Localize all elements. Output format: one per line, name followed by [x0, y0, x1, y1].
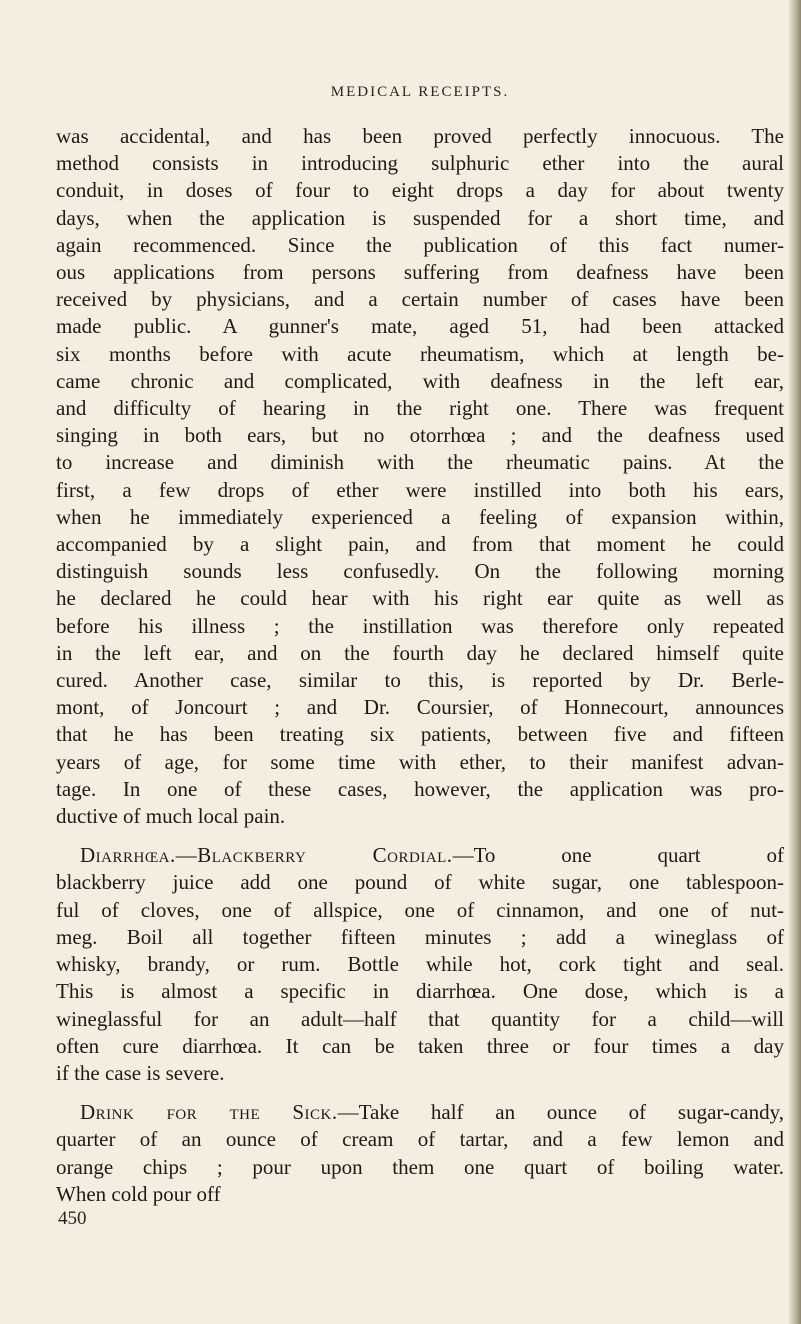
text-line: before his illness ; the instillation was therefore only repeated: [56, 613, 784, 638]
text-line: again recommenced. Since the publication of this fact numer-: [56, 232, 784, 257]
text-line: cured. Another case, similar to this, is reported by Dr. Berle-: [56, 668, 784, 693]
text-line: orange chips ; pour upon them one quart of boiling water.: [56, 1154, 784, 1179]
recipe-intro-text: —To one quart of: [452, 843, 784, 868]
text-line: distinguish sounds less confusedly. On the following morning: [56, 559, 784, 584]
text-line: ductive of much local pain.: [56, 804, 286, 829]
text-line: mont, of Joncourt ; and Dr. Coursier, of Honnecourt, announces: [56, 695, 784, 720]
running-head: MEDICAL RECEIPTS.: [330, 84, 510, 100]
text-line: wineglassful for an adult—half that quantity for a child—will: [56, 1006, 784, 1031]
text-line: conduit, in doses of four to eight drops a day for about twenty: [56, 178, 784, 203]
text-line: received by physicians, and a certain number of cases have been: [56, 287, 784, 312]
text-line: ful of cloves, one of allspice, one of cinnamon, and one of nut-: [56, 897, 784, 922]
paragraph-drink-for-sick: [56, 1099, 784, 1208]
recipe-heading-drink: Drink for the Sick.: [80, 1100, 338, 1125]
text-line: years of age, for some time with ether, to their manifest advan-: [56, 749, 784, 774]
body-text: [56, 123, 784, 1208]
text-line: made public. A gunner's mate, aged 51, had been attacked: [56, 314, 784, 339]
recipe-heading-blackberry: Diarrhœa.—Blackberry Cordial.: [80, 843, 453, 868]
text-line: often cure diarrhœa. It can be taken three or four times a day: [56, 1033, 784, 1058]
text-line: blackberry juice add one pound of white sugar, one tablespoon-: [56, 870, 784, 895]
text-line: This is almost a specific in diarrhœa. One dose, which is a: [56, 979, 784, 1004]
paragraph-first-line: [56, 842, 784, 869]
text-line: first, a few drops of ether were instilled into both his ears,: [56, 477, 784, 502]
paragraph-first-line: [56, 1099, 784, 1126]
text-line: days, when the application is suspended for a short time, and: [56, 205, 784, 230]
text-line: whisky, brandy, or rum. Bottle while hot, cork tight and seal.: [56, 952, 784, 977]
recipe-intro-text: —Take half an ounce of sugar-candy,: [337, 1100, 784, 1125]
page-number: 450: [58, 1207, 87, 1229]
text-line: when he immediately experienced a feeling of expansion within,: [56, 504, 784, 529]
text-line: singing in both ears, but no otorrhœa ; and the deafness used: [56, 423, 784, 448]
text-line: he declared he could hear with his right ear quite as well as: [56, 586, 784, 611]
paragraph-blackberry-cordial: [56, 842, 784, 1087]
book-page: [56, 58, 784, 1230]
text-line: was accidental, and has been proved perfectly innocuous. The: [56, 124, 784, 148]
text-line: to increase and diminish with the rheumatic pains. At the: [56, 450, 784, 475]
paragraph-ether-deafness: [56, 123, 784, 830]
text-line: six months before with acute rheumatism, which at length be-: [56, 341, 784, 366]
text-line: if the case is severe.: [56, 1060, 225, 1085]
text-line: accompanied by a slight pain, and from that moment he could: [56, 532, 784, 557]
text-line: that he has been treating six patients, between five and fifteen: [56, 722, 784, 747]
text-line: tage. In one of these cases, however, the application was pro-: [56, 776, 784, 801]
text-line: quarter of an ounce of cream of tartar, and a few lemon and: [56, 1127, 784, 1152]
text-line: meg. Boil all together fifteen minutes ; add a wineglass of: [56, 924, 784, 949]
text-line: When cold pour off: [56, 1181, 221, 1206]
text-line: method consists in introducing sulphuric ether into the aural: [56, 151, 784, 176]
text-line: in the left ear, and on the fourth day he declared himself quite: [56, 640, 784, 665]
text-line: and difficulty of hearing in the right one. There was frequent: [56, 396, 784, 421]
text-line: came chronic and complicated, with deafness in the left ear,: [56, 368, 784, 393]
page-edge-shadow: [789, 0, 801, 1324]
text-line: ous applications from persons suffering from deafness have been: [56, 260, 784, 285]
